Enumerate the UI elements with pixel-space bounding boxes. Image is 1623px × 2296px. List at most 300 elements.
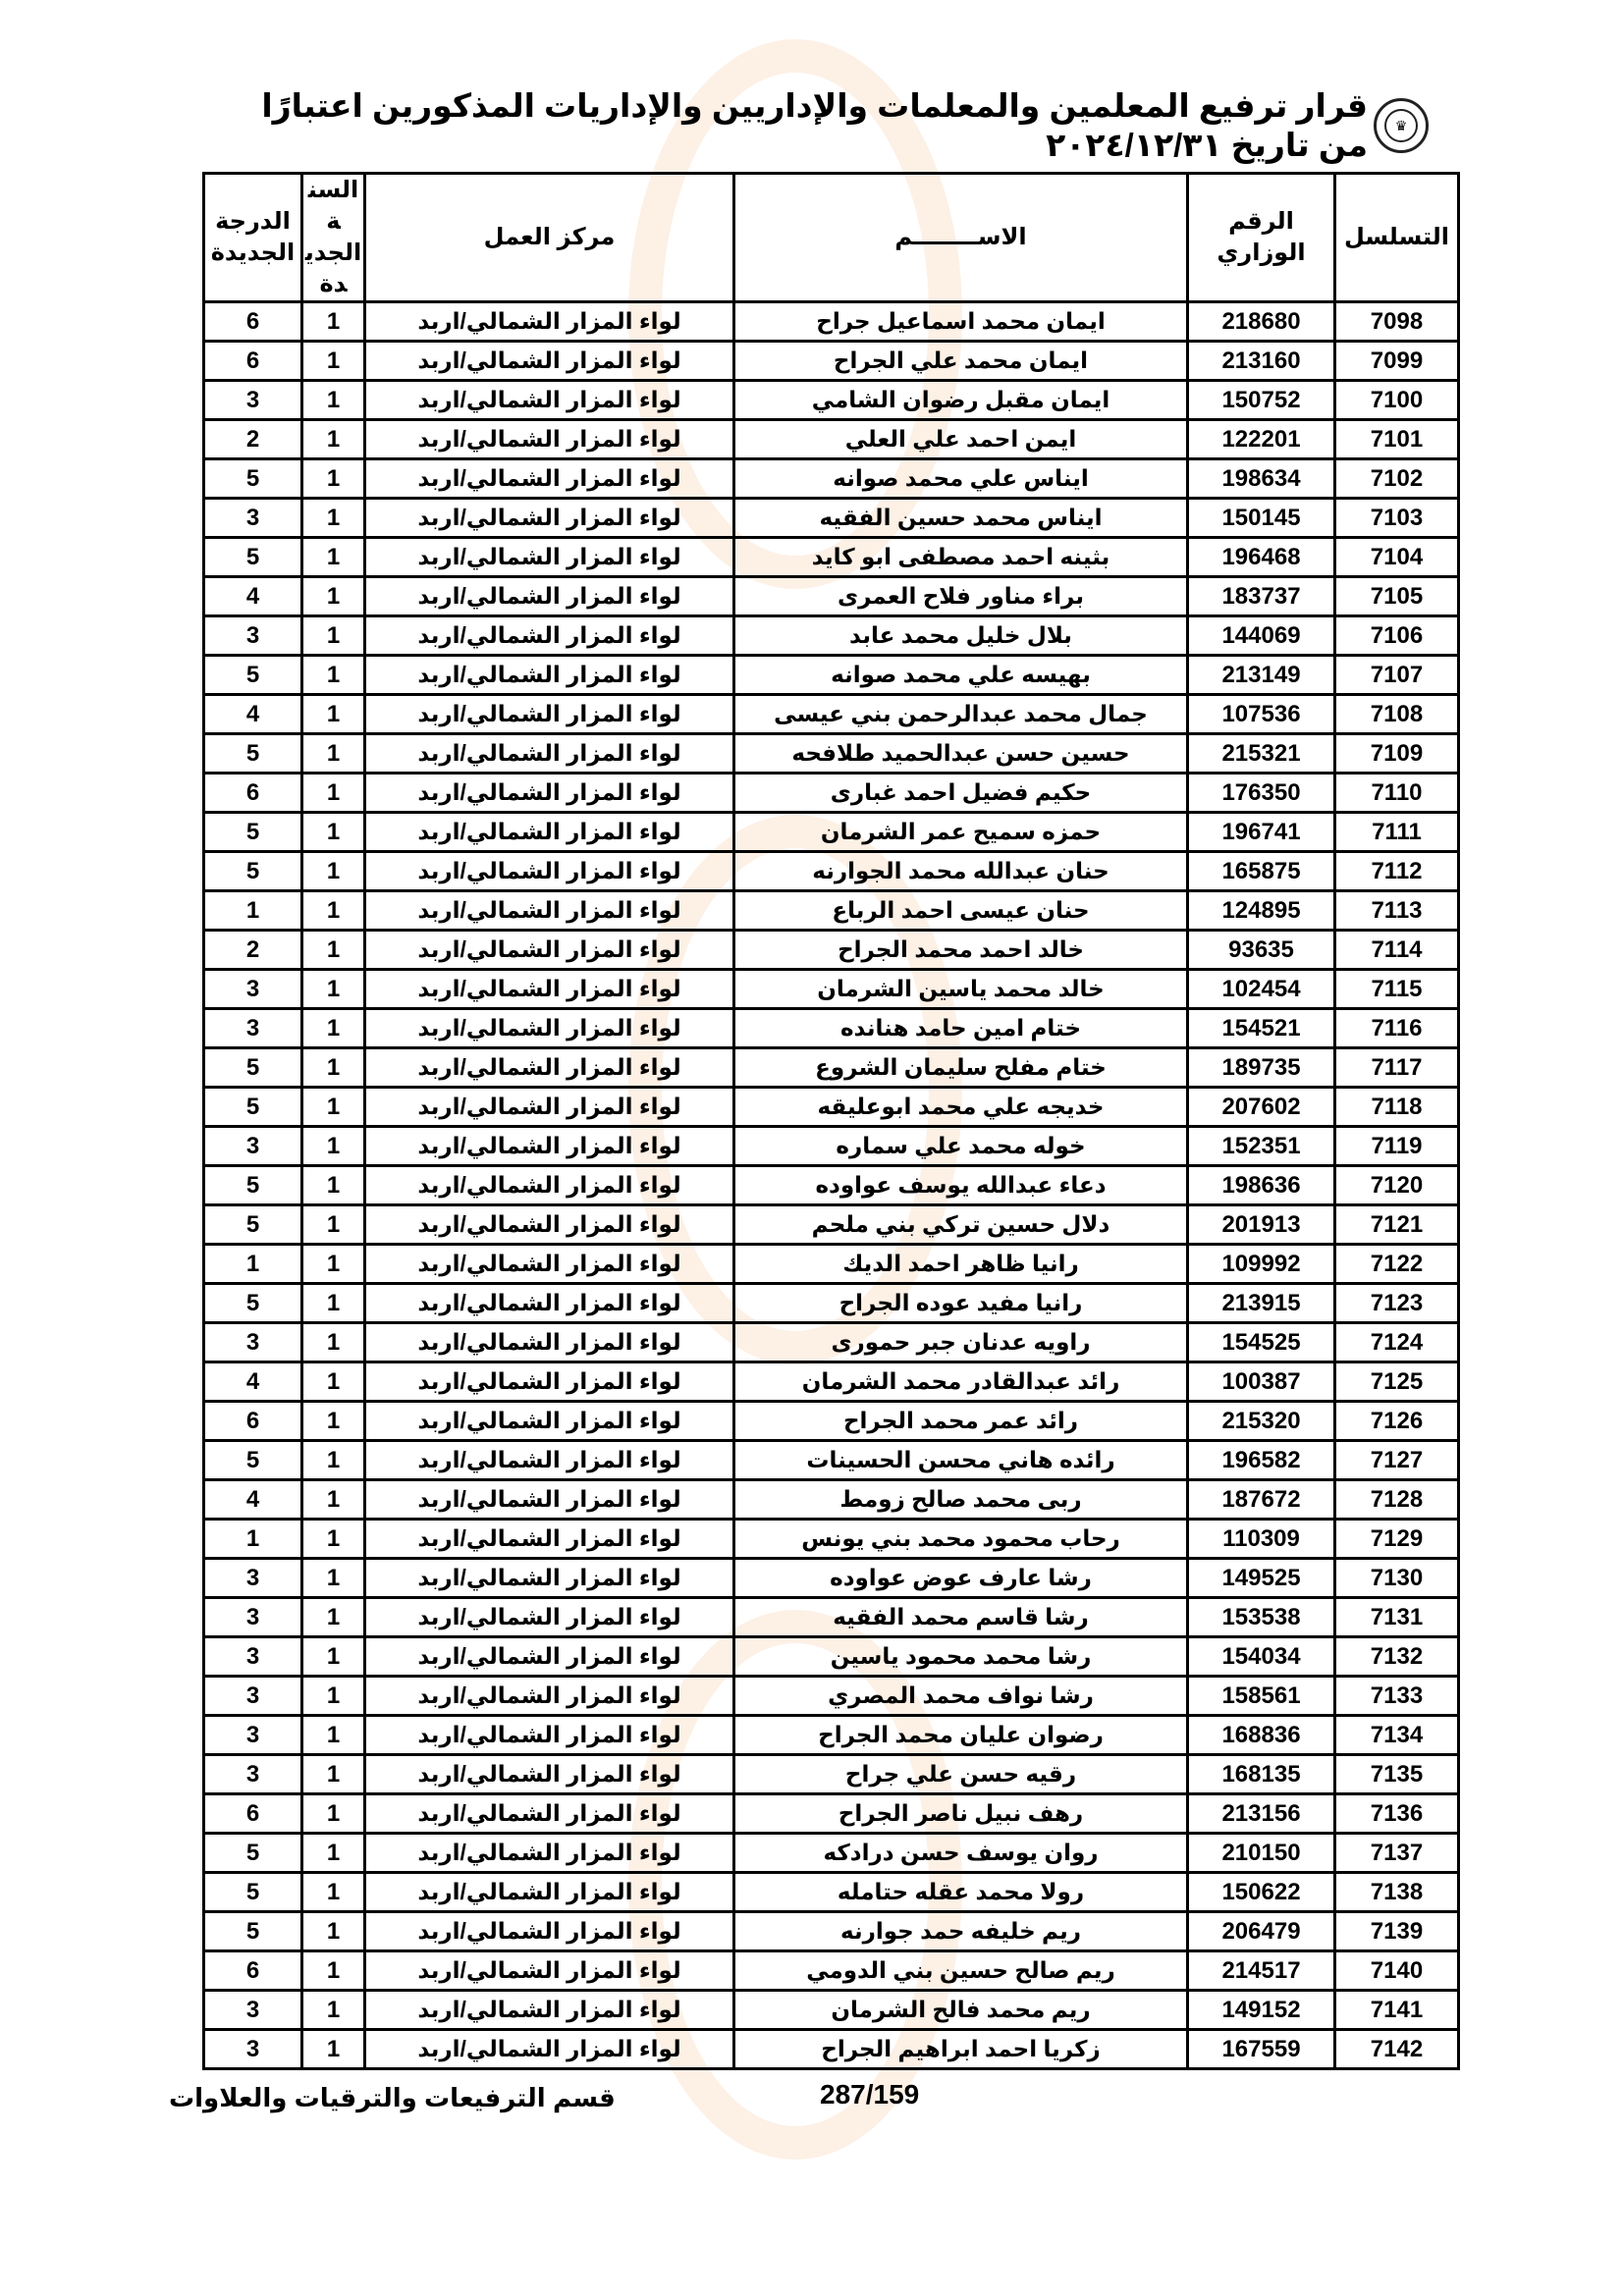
cell-ministry-number: 167559 (1188, 2030, 1335, 2069)
cell-new-grade: 3 (204, 970, 302, 1009)
cell-name: خالد محمد ياسين الشرمان (734, 970, 1188, 1009)
cell-ministry-number: 100387 (1188, 1362, 1335, 1402)
cell-serial: 7107 (1335, 656, 1459, 695)
cell-work-center: لواء المزار الشمالي/اربد (365, 656, 734, 695)
table-row (204, 852, 1459, 891)
cell-serial: 7104 (1335, 538, 1459, 577)
cell-ministry-number: 198636 (1188, 1166, 1335, 1205)
table-row (204, 577, 1459, 616)
table-row (204, 1284, 1459, 1323)
column-header-ministry-number: الرقم الوزاري (1188, 174, 1335, 302)
page-number: 287/159 (820, 2079, 920, 2109)
cell-work-center: لواء المزار الشمالي/اربد (365, 2030, 734, 2069)
ministry-seal-icon: ♛ (1374, 98, 1429, 153)
cell-new-year: 1 (302, 656, 365, 695)
cell-serial: 7114 (1335, 931, 1459, 970)
cell-work-center: لواء المزار الشمالي/اربد (365, 1912, 734, 1951)
cell-serial: 7119 (1335, 1127, 1459, 1166)
cell-ministry-number: 149525 (1188, 1559, 1335, 1598)
page-title: قرار ترفيع المعلمين والمعلمات والإداريين والإداريات المذكورين اعتبارًا من تاريخ ٢٠٢٤/١٢/٣١ (261, 87, 1368, 163)
cell-ministry-number: 198634 (1188, 459, 1335, 499)
cell-serial: 7129 (1335, 1520, 1459, 1559)
cell-new-year: 1 (302, 1637, 365, 1677)
cell-serial: 7106 (1335, 616, 1459, 656)
cell-ministry-number: 176350 (1188, 774, 1335, 813)
cell-new-year: 1 (302, 1284, 365, 1323)
cell-new-year: 1 (302, 1794, 365, 1834)
cell-work-center: لواء المزار الشمالي/اربد (365, 1598, 734, 1637)
cell-new-grade: 5 (204, 1441, 302, 1480)
cell-work-center: لواء المزار الشمالي/اربد (365, 695, 734, 734)
table-row (204, 931, 1459, 970)
cell-name: ايناس محمد حسين الفقيه (734, 499, 1188, 538)
cell-ministry-number: 213149 (1188, 656, 1335, 695)
cell-serial: 7127 (1335, 1441, 1459, 1480)
cell-new-grade: 6 (204, 342, 302, 381)
cell-ministry-number: 215320 (1188, 1402, 1335, 1441)
table-row (204, 1991, 1459, 2030)
cell-new-grade: 3 (204, 2030, 302, 2069)
cell-new-year: 1 (302, 459, 365, 499)
cell-new-grade: 5 (204, 1048, 302, 1088)
cell-ministry-number: 150145 (1188, 499, 1335, 538)
table-row (204, 342, 1459, 381)
cell-new-year: 1 (302, 734, 365, 774)
cell-name: ريم خليفه حمد جوارنه (734, 1912, 1188, 1951)
cell-serial: 7113 (1335, 891, 1459, 931)
table-row (204, 381, 1459, 420)
cell-ministry-number: 149152 (1188, 1991, 1335, 2030)
cell-new-year: 1 (302, 1912, 365, 1951)
cell-name: رهف نبيل ناصر الجراح (734, 1794, 1188, 1834)
cell-new-year: 1 (302, 774, 365, 813)
cell-new-year: 1 (302, 1598, 365, 1637)
cell-ministry-number: 153538 (1188, 1598, 1335, 1637)
cell-new-grade: 6 (204, 1794, 302, 1834)
table-row (204, 2030, 1459, 2069)
cell-name: رشا عارف عوض عواوده (734, 1559, 1188, 1598)
cell-name: خديجه علي محمد ابوعليقه (734, 1088, 1188, 1127)
cell-work-center: لواء المزار الشمالي/اربد (365, 1441, 734, 1480)
cell-new-grade: 5 (204, 459, 302, 499)
cell-ministry-number: 107536 (1188, 695, 1335, 734)
table-row (204, 1048, 1459, 1088)
column-header-work-center: مركز العمل (365, 174, 734, 302)
cell-new-year: 1 (302, 1323, 365, 1362)
cell-new-grade: 2 (204, 931, 302, 970)
cell-new-year: 1 (302, 931, 365, 970)
table-row (204, 774, 1459, 813)
cell-serial: 7112 (1335, 852, 1459, 891)
cell-serial: 7139 (1335, 1912, 1459, 1951)
cell-serial: 7132 (1335, 1637, 1459, 1677)
cell-ministry-number: 110309 (1188, 1520, 1335, 1559)
table-row (204, 970, 1459, 1009)
cell-new-grade: 3 (204, 1677, 302, 1716)
table-row (204, 420, 1459, 459)
cell-name: ختام مفلح سليمان الشروع (734, 1048, 1188, 1088)
cell-ministry-number: 213915 (1188, 1284, 1335, 1323)
table-row (204, 1598, 1459, 1637)
cell-name: خوله محمد علي سماره (734, 1127, 1188, 1166)
cell-new-year: 1 (302, 813, 365, 852)
cell-serial: 7134 (1335, 1716, 1459, 1755)
cell-new-year: 1 (302, 1205, 365, 1245)
cell-ministry-number: 214517 (1188, 1951, 1335, 1991)
cell-work-center: لواء المزار الشمالي/اربد (365, 1048, 734, 1088)
column-header-new-grade: الدرجة الجديدة (204, 174, 302, 302)
cell-new-grade: 6 (204, 1402, 302, 1441)
cell-work-center: لواء المزار الشمالي/اربد (365, 970, 734, 1009)
department-name: قسم الترفيعات والترقيات والعلاوات (169, 2083, 616, 2112)
cell-new-year: 1 (302, 616, 365, 656)
cell-new-year: 1 (302, 1245, 365, 1284)
cell-ministry-number: 213156 (1188, 1794, 1335, 1834)
cell-name: ايمان محمد اسماعيل جراح (734, 302, 1188, 342)
cell-name: ختام امين حامد هنانده (734, 1009, 1188, 1048)
cell-serial: 7101 (1335, 420, 1459, 459)
cell-serial: 7138 (1335, 1873, 1459, 1912)
cell-new-year: 1 (302, 342, 365, 381)
cell-ministry-number: 144069 (1188, 616, 1335, 656)
cell-new-grade: 3 (204, 381, 302, 420)
cell-ministry-number: 201913 (1188, 1205, 1335, 1245)
cell-work-center: لواء المزار الشمالي/اربد (365, 813, 734, 852)
cell-serial: 7131 (1335, 1598, 1459, 1637)
cell-new-year: 1 (302, 381, 365, 420)
cell-serial: 7098 (1335, 302, 1459, 342)
cell-new-year: 1 (302, 1677, 365, 1716)
cell-work-center: لواء المزار الشمالي/اربد (365, 1480, 734, 1520)
table-row (204, 1245, 1459, 1284)
cell-ministry-number: 215321 (1188, 734, 1335, 774)
table-row (204, 459, 1459, 499)
cell-new-year: 1 (302, 1559, 365, 1598)
cell-new-grade: 5 (204, 1166, 302, 1205)
cell-work-center: لواء المزار الشمالي/اربد (365, 1755, 734, 1794)
table-row (204, 1009, 1459, 1048)
cell-name: ايمن احمد علي العلي (734, 420, 1188, 459)
cell-new-grade: 4 (204, 577, 302, 616)
cell-name: ايمان محمد علي الجراح (734, 342, 1188, 381)
cell-serial: 7140 (1335, 1951, 1459, 1991)
cell-new-grade: 5 (204, 1912, 302, 1951)
cell-serial: 7122 (1335, 1245, 1459, 1284)
cell-new-year: 1 (302, 1441, 365, 1480)
column-header-serial: التسلسل (1335, 174, 1459, 302)
cell-new-grade: 6 (204, 774, 302, 813)
cell-work-center: لواء المزار الشمالي/اربد (365, 1559, 734, 1598)
cell-ministry-number: 187672 (1188, 1480, 1335, 1520)
cell-name: حنان عبدالله محمد الجوارنه (734, 852, 1188, 891)
cell-work-center: لواء المزار الشمالي/اربد (365, 1127, 734, 1166)
table-row (204, 1402, 1459, 1441)
cell-work-center: لواء المزار الشمالي/اربد (365, 1245, 734, 1284)
table-row (204, 891, 1459, 931)
cell-ministry-number: 196468 (1188, 538, 1335, 577)
cell-work-center: لواء المزار الشمالي/اربد (365, 1362, 734, 1402)
cell-serial: 7123 (1335, 1284, 1459, 1323)
cell-work-center: لواء المزار الشمالي/اربد (365, 499, 734, 538)
cell-new-grade: 3 (204, 616, 302, 656)
cell-new-year: 1 (302, 1127, 365, 1166)
cell-name: حنان عيسى احمد الرباع (734, 891, 1188, 931)
table-row (204, 1912, 1459, 1951)
cell-work-center: لواء المزار الشمالي/اربد (365, 1637, 734, 1677)
table-row (204, 1794, 1459, 1834)
cell-name: راويه عدنان جبر حمورى (734, 1323, 1188, 1362)
cell-work-center: لواء المزار الشمالي/اربد (365, 1205, 734, 1245)
cell-name: ايناس علي محمد صوانه (734, 459, 1188, 499)
cell-name: بثينه احمد مصطفى ابو كايد (734, 538, 1188, 577)
table-row (204, 1362, 1459, 1402)
table-row (204, 1480, 1459, 1520)
table-row (204, 538, 1459, 577)
cell-new-year: 1 (302, 1991, 365, 2030)
cell-work-center: لواء المزار الشمالي/اربد (365, 891, 734, 931)
cell-new-year: 1 (302, 577, 365, 616)
cell-new-grade: 5 (204, 538, 302, 577)
cell-work-center: لواء المزار الشمالي/اربد (365, 1677, 734, 1716)
cell-serial: 7118 (1335, 1088, 1459, 1127)
table-row (204, 1677, 1459, 1716)
cell-new-year: 1 (302, 499, 365, 538)
cell-ministry-number: 213160 (1188, 342, 1335, 381)
cell-serial: 7136 (1335, 1794, 1459, 1834)
cell-new-year: 1 (302, 1520, 365, 1559)
table-row (204, 1755, 1459, 1794)
cell-new-grade: 3 (204, 1991, 302, 2030)
cell-serial: 7125 (1335, 1362, 1459, 1402)
cell-new-grade: 4 (204, 695, 302, 734)
cell-ministry-number: 196582 (1188, 1441, 1335, 1480)
cell-ministry-number: 168836 (1188, 1716, 1335, 1755)
cell-ministry-number: 154521 (1188, 1009, 1335, 1048)
cell-work-center: لواء المزار الشمالي/اربد (365, 1323, 734, 1362)
cell-new-grade: 6 (204, 302, 302, 342)
cell-ministry-number: 109992 (1188, 1245, 1335, 1284)
cell-work-center: لواء المزار الشمالي/اربد (365, 852, 734, 891)
cell-work-center: لواء المزار الشمالي/اربد (365, 1794, 734, 1834)
cell-ministry-number: 158561 (1188, 1677, 1335, 1716)
cell-new-year: 1 (302, 1755, 365, 1794)
table-row (204, 656, 1459, 695)
table-row (204, 1088, 1459, 1127)
cell-ministry-number: 150752 (1188, 381, 1335, 420)
table-row (204, 1323, 1459, 1362)
cell-name: ريم صالح حسين بني الدومي (734, 1951, 1188, 1991)
cell-ministry-number: 183737 (1188, 577, 1335, 616)
cell-name: زكريا احمد ابراهيم الجراح (734, 2030, 1188, 2069)
cell-ministry-number: 218680 (1188, 302, 1335, 342)
cell-serial: 7100 (1335, 381, 1459, 420)
cell-serial: 7141 (1335, 1991, 1459, 2030)
cell-ministry-number: 152351 (1188, 1127, 1335, 1166)
cell-serial: 7105 (1335, 577, 1459, 616)
cell-name: رحاب محمود محمد بني يونس (734, 1520, 1188, 1559)
cell-new-year: 1 (302, 1951, 365, 1991)
cell-serial: 7124 (1335, 1323, 1459, 1362)
cell-new-year: 1 (302, 2030, 365, 2069)
table-row (204, 1166, 1459, 1205)
cell-work-center: لواء المزار الشمالي/اربد (365, 1991, 734, 2030)
cell-serial: 7103 (1335, 499, 1459, 538)
cell-work-center: لواء المزار الشمالي/اربد (365, 1088, 734, 1127)
cell-ministry-number: 196741 (1188, 813, 1335, 852)
cell-new-year: 1 (302, 538, 365, 577)
table-row (204, 1951, 1459, 1991)
cell-new-year: 1 (302, 1009, 365, 1048)
cell-work-center: لواء المزار الشمالي/اربد (365, 734, 734, 774)
cell-name: رائد عبدالقادر محمد الشرمان (734, 1362, 1188, 1402)
table-row (204, 695, 1459, 734)
cell-new-grade: 3 (204, 499, 302, 538)
cell-serial: 7102 (1335, 459, 1459, 499)
cell-ministry-number: 102454 (1188, 970, 1335, 1009)
cell-serial: 7137 (1335, 1834, 1459, 1873)
cell-ministry-number: 206479 (1188, 1912, 1335, 1951)
cell-work-center: لواء المزار الشمالي/اربد (365, 1402, 734, 1441)
cell-serial: 7099 (1335, 342, 1459, 381)
cell-work-center: لواء المزار الشمالي/اربد (365, 1520, 734, 1559)
cell-new-grade: 3 (204, 1637, 302, 1677)
table-header-row (204, 174, 1459, 302)
cell-new-grade: 1 (204, 891, 302, 931)
cell-serial: 7121 (1335, 1205, 1459, 1245)
cell-new-grade: 3 (204, 1323, 302, 1362)
cell-ministry-number: 150622 (1188, 1873, 1335, 1912)
cell-new-grade: 5 (204, 1088, 302, 1127)
cell-new-grade: 2 (204, 420, 302, 459)
cell-name: رولا محمد عقله حتامله (734, 1873, 1188, 1912)
cell-new-grade: 4 (204, 1480, 302, 1520)
cell-serial: 7126 (1335, 1402, 1459, 1441)
cell-ministry-number: 122201 (1188, 420, 1335, 459)
cell-new-year: 1 (302, 1873, 365, 1912)
table-row (204, 302, 1459, 342)
column-header-new-year: السنة الجديدة (302, 174, 365, 302)
cell-serial: 7110 (1335, 774, 1459, 813)
cell-name: رانيا مفيد عوده الجراح (734, 1284, 1188, 1323)
cell-serial: 7109 (1335, 734, 1459, 774)
cell-ministry-number: 124895 (1188, 891, 1335, 931)
cell-serial: 7116 (1335, 1009, 1459, 1048)
cell-name: رشا نواف محمد المصري (734, 1677, 1188, 1716)
cell-new-grade: 4 (204, 1362, 302, 1402)
cell-serial: 7115 (1335, 970, 1459, 1009)
cell-name: بلال خليل محمد عابد (734, 616, 1188, 656)
cell-name: رائد عمر محمد الجراح (734, 1402, 1188, 1441)
table-row (204, 1441, 1459, 1480)
cell-name: رائده هاني محسن الحسينات (734, 1441, 1188, 1480)
cell-new-grade: 5 (204, 1873, 302, 1912)
table-row (204, 813, 1459, 852)
cell-name: ربى محمد صالح زومط (734, 1480, 1188, 1520)
cell-name: ايمان مقبل رضوان الشامي (734, 381, 1188, 420)
cell-work-center: لواء المزار الشمالي/اربد (365, 302, 734, 342)
cell-serial: 7111 (1335, 813, 1459, 852)
table-row (204, 734, 1459, 774)
cell-name: بهيسه علي محمد صوانه (734, 656, 1188, 695)
cell-name: حكيم فضيل احمد غبارى (734, 774, 1188, 813)
cell-new-grade: 5 (204, 813, 302, 852)
table-row (204, 1127, 1459, 1166)
cell-serial: 7135 (1335, 1755, 1459, 1794)
table-row (204, 1834, 1459, 1873)
cell-serial: 7142 (1335, 2030, 1459, 2069)
cell-name: دلال حسين تركي بني ملحم (734, 1205, 1188, 1245)
cell-work-center: لواء المزار الشمالي/اربد (365, 342, 734, 381)
cell-new-year: 1 (302, 1362, 365, 1402)
cell-name: رانيا ظاهر احمد الديك (734, 1245, 1188, 1284)
cell-new-year: 1 (302, 302, 365, 342)
cell-serial: 7133 (1335, 1677, 1459, 1716)
cell-new-year: 1 (302, 1402, 365, 1441)
cell-serial: 7128 (1335, 1480, 1459, 1520)
cell-name: حمزه سميح عمر الشرمان (734, 813, 1188, 852)
cell-work-center: لواء المزار الشمالي/اربد (365, 931, 734, 970)
cell-name: رشا محمد محمود ياسين (734, 1637, 1188, 1677)
cell-work-center: لواء المزار الشمالي/اربد (365, 1873, 734, 1912)
cell-new-grade: 5 (204, 1834, 302, 1873)
cell-new-year: 1 (302, 695, 365, 734)
table-row (204, 1716, 1459, 1755)
table-row (204, 1559, 1459, 1598)
cell-work-center: لواء المزار الشمالي/اربد (365, 616, 734, 656)
cell-ministry-number: 189735 (1188, 1048, 1335, 1088)
cell-work-center: لواء المزار الشمالي/اربد (365, 538, 734, 577)
table-row (204, 1520, 1459, 1559)
cell-new-grade: 5 (204, 852, 302, 891)
cell-ministry-number: 210150 (1188, 1834, 1335, 1873)
cell-new-year: 1 (302, 1834, 365, 1873)
cell-name: رقيه حسن علي جراح (734, 1755, 1188, 1794)
table-row (204, 1205, 1459, 1245)
cell-new-year: 1 (302, 1048, 365, 1088)
promotions-table (202, 172, 1460, 2070)
cell-new-grade: 6 (204, 1951, 302, 1991)
cell-work-center: لواء المزار الشمالي/اربد (365, 1166, 734, 1205)
cell-new-grade: 3 (204, 1598, 302, 1637)
document-header (211, 86, 1429, 165)
cell-new-year: 1 (302, 1166, 365, 1205)
cell-work-center: لواء المزار الشمالي/اربد (365, 1951, 734, 1991)
cell-new-grade: 5 (204, 1284, 302, 1323)
cell-new-grade: 5 (204, 734, 302, 774)
cell-serial: 7130 (1335, 1559, 1459, 1598)
table-row (204, 616, 1459, 656)
cell-new-grade: 3 (204, 1716, 302, 1755)
cell-name: براء مناور فلاح العمرى (734, 577, 1188, 616)
cell-new-grade: 3 (204, 1755, 302, 1794)
cell-new-grade: 3 (204, 1009, 302, 1048)
cell-new-grade: 3 (204, 1559, 302, 1598)
cell-ministry-number: 168135 (1188, 1755, 1335, 1794)
cell-ministry-number: 165875 (1188, 852, 1335, 891)
cell-work-center: لواء المزار الشمالي/اربد (365, 1716, 734, 1755)
cell-name: جمال محمد عبدالرحمن بني عيسى (734, 695, 1188, 734)
cell-ministry-number: 207602 (1188, 1088, 1335, 1127)
cell-name: دعاء عبدالله يوسف عواوده (734, 1166, 1188, 1205)
cell-new-year: 1 (302, 891, 365, 931)
cell-new-year: 1 (302, 852, 365, 891)
cell-new-grade: 1 (204, 1520, 302, 1559)
cell-ministry-number: 154525 (1188, 1323, 1335, 1362)
column-header-name: الاســــــــم (734, 174, 1188, 302)
cell-new-grade: 5 (204, 1205, 302, 1245)
table-row (204, 1873, 1459, 1912)
cell-name: روان يوسف حسن درادكه (734, 1834, 1188, 1873)
